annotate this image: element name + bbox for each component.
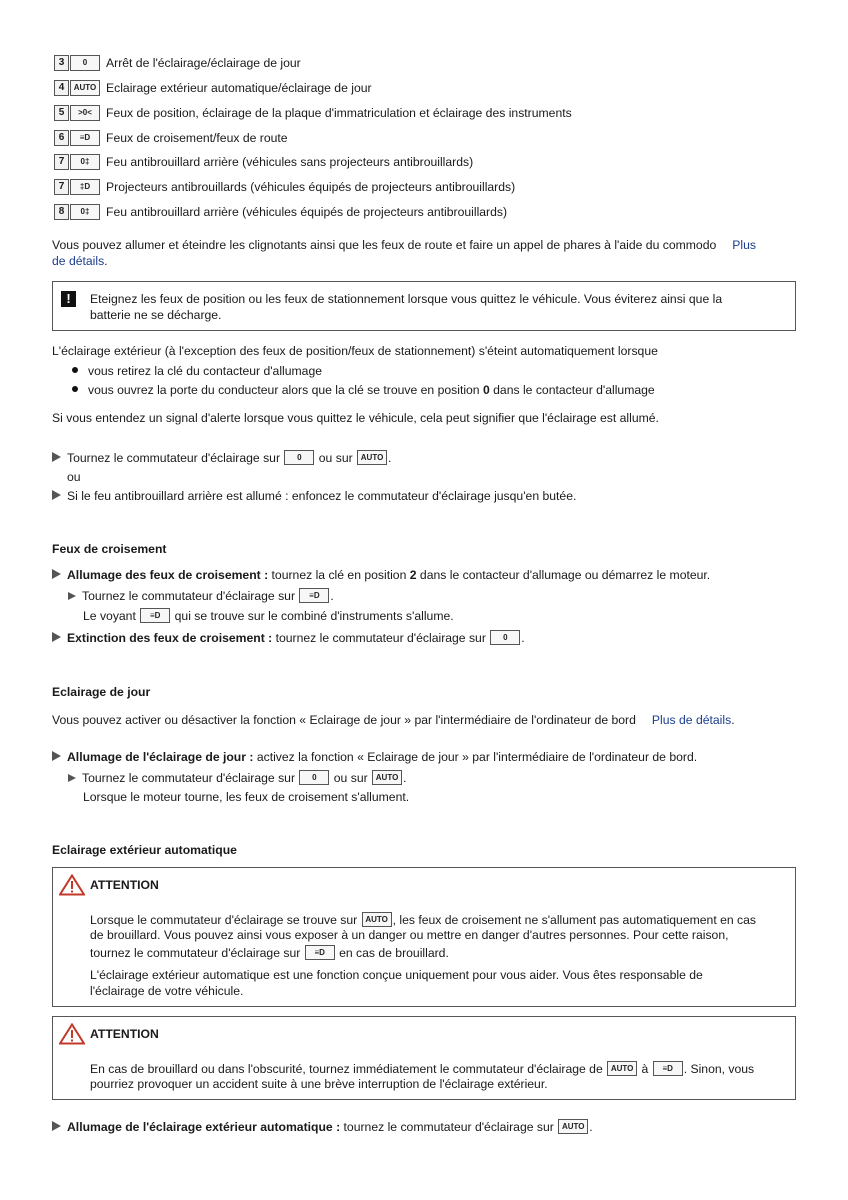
position-number: 0 bbox=[482, 383, 490, 397]
step-bold: Allumage de l'éclairage de jour : bbox=[67, 750, 254, 764]
arrow-bullet-icon bbox=[52, 751, 61, 761]
warning-title: ATTENTION bbox=[90, 878, 159, 892]
key-number: 3 bbox=[54, 55, 69, 71]
key-row bbox=[54, 179, 515, 195]
step-item bbox=[52, 489, 576, 503]
position-number: 2 bbox=[409, 568, 417, 582]
period: . bbox=[104, 254, 108, 268]
more-details-link[interactable]: Plus de détails bbox=[651, 713, 732, 727]
period: . bbox=[521, 631, 525, 645]
arrow-bullet-icon bbox=[52, 569, 61, 579]
arrow-bullet-icon bbox=[68, 774, 76, 782]
step-text: tournez la clé en position bbox=[268, 568, 410, 582]
warning-text-end: en cas de brouillard. bbox=[335, 946, 449, 960]
jour-intro bbox=[52, 713, 735, 727]
step-text: Tournez le commutateur d'éclairage sur bbox=[67, 451, 284, 465]
warning-line bbox=[90, 945, 449, 960]
step-text-mid: ou sur bbox=[315, 451, 357, 465]
step-item bbox=[52, 568, 710, 582]
warning-text-mid: à bbox=[638, 1062, 652, 1076]
key-label: Projecteurs antibrouillards (véhicules équipés de projecteurs antibrouillards) bbox=[106, 180, 516, 194]
more-details-link[interactable]: Plus bbox=[732, 238, 756, 252]
exclamation-icon: ! bbox=[61, 291, 76, 307]
step-text: Le voyant bbox=[83, 609, 140, 623]
warning-line bbox=[90, 912, 756, 927]
key-number: 8 bbox=[54, 204, 69, 220]
bullet-item bbox=[72, 364, 322, 378]
step-text: tournez le commutateur d'éclairage sur bbox=[340, 1120, 558, 1134]
bullet-text: vous ouvrez la porte du conducteur alors que la clé se trouve en position bbox=[88, 383, 483, 397]
step-item bbox=[52, 630, 525, 645]
arrow-bullet-icon bbox=[52, 490, 61, 500]
key-label: Feu antibrouillard arrière (véhicules sans projecteurs antibrouillards) bbox=[106, 155, 474, 169]
warning-line bbox=[90, 1061, 754, 1076]
key-label: Feux de position, éclairage de la plaque d'immatriculation et éclairage des instruments bbox=[106, 106, 572, 120]
warning-box bbox=[52, 1016, 796, 1100]
key-row bbox=[54, 80, 372, 96]
arrow-bullet-icon bbox=[52, 1121, 61, 1131]
low-beam-indicator-icon: ≡D bbox=[140, 608, 170, 623]
key-row bbox=[54, 154, 473, 170]
warning-line: l'éclairage de votre véhicule. bbox=[90, 984, 244, 998]
arrow-bullet-icon bbox=[52, 452, 61, 462]
warning-title: ATTENTION bbox=[90, 1027, 159, 1041]
sub-step-text: Lorsque le moteur tourne, les feux de croisement s'allument. bbox=[83, 790, 410, 804]
alert-sentence: Si vous entendez un signal d'alerte lorsque vous quittez le véhicule, cela peut signifier que l'éclairage est allumé. bbox=[52, 411, 659, 425]
key-number: 7 bbox=[54, 154, 69, 170]
sub-step-item bbox=[68, 770, 406, 785]
warning-line: L'éclairage extérieur automatique est une fonction conçue uniquement pour vous aider. Vous êtes responsable de bbox=[90, 968, 703, 982]
low-beam-icon: ≡D bbox=[653, 1061, 683, 1076]
bullet-text: vous retirez la clé du contacteur d'allumage bbox=[88, 364, 323, 378]
auto-switch-icon: AUTO bbox=[362, 912, 392, 927]
rear-fog-icon: 0‡ bbox=[70, 154, 100, 170]
step-text: Tournez le commutateur d'éclairage sur bbox=[82, 771, 299, 785]
section-heading: Eclairage de jour bbox=[52, 685, 151, 699]
period: . bbox=[388, 451, 392, 465]
key-number: 5 bbox=[54, 105, 69, 121]
or-text: ou bbox=[67, 470, 81, 484]
intro-text bbox=[52, 238, 756, 252]
bullet-text-end: dans le contacteur d'allumage bbox=[489, 383, 655, 397]
parking-light-icon: >0< bbox=[70, 105, 100, 121]
key-number: 6 bbox=[54, 130, 69, 146]
auto-switch-icon: AUTO bbox=[70, 80, 100, 96]
step-bold: Allumage des feux de croisement : bbox=[67, 568, 269, 582]
note-box bbox=[52, 281, 796, 331]
auto-switch-icon: AUTO bbox=[558, 1119, 588, 1134]
key-number: 7 bbox=[54, 179, 69, 195]
step-text-mid: ou sur bbox=[330, 771, 372, 785]
warning-text-end: , les feux de croisement ne s'allument pas automatiquement en cas bbox=[392, 913, 757, 927]
warning-box bbox=[52, 867, 796, 1007]
key-row bbox=[54, 130, 288, 146]
key-label: Arrêt de l'éclairage/éclairage de jour bbox=[106, 56, 301, 70]
warning-text: tournez le commutateur d'éclairage sur bbox=[90, 946, 304, 960]
bullet-item bbox=[72, 383, 655, 397]
arrow-bullet-icon bbox=[68, 592, 76, 600]
auto-switch-icon: AUTO bbox=[372, 770, 402, 785]
step-text: activez la fonction « Eclairage de jour » par l'intermédiaire de l'ordinateur de bord. bbox=[253, 750, 698, 764]
low-beam-icon: ≡D bbox=[299, 588, 329, 603]
key-row bbox=[54, 55, 301, 71]
more-details-link-cont[interactable]: de détails bbox=[52, 254, 105, 268]
key-label: Feux de croisement/feux de route bbox=[106, 131, 288, 145]
intro-sentence: Vous pouvez activer ou désactiver la fonction « Eclairage de jour » par l'intermédiaire de l'ordinateur de bord bbox=[52, 713, 636, 727]
note-line-2: batterie ne se décharge. bbox=[90, 308, 222, 322]
warning-text: En cas de brouillard ou dans l'obscurité, tournez immédiatement le commutateur d'éclairage de bbox=[90, 1062, 607, 1076]
intro-text-line2 bbox=[52, 254, 108, 268]
sub-step-item bbox=[68, 588, 334, 603]
period: . bbox=[731, 713, 735, 727]
warning-line: de brouillard. Vous pouvez ainsi vous exposer à un danger ou mettre en danger d'autres personnes. Pour cette raison, bbox=[90, 928, 729, 942]
section-heading: Eclairage extérieur automatique bbox=[52, 843, 237, 857]
key-row bbox=[54, 105, 572, 121]
bullet-dot bbox=[72, 367, 78, 373]
step-text: tournez le commutateur d'éclairage sur bbox=[272, 631, 490, 645]
auto-switch-icon: AUTO bbox=[607, 1061, 637, 1076]
low-beam-icon: ≡D bbox=[305, 945, 335, 960]
step-text-end: dans le contacteur d'allumage ou démarrez le moteur. bbox=[416, 568, 711, 582]
auto-off-lead: L'éclairage extérieur (à l'exception des feux de position/feux de stationnement) s'éteint automatiquement lorsque bbox=[52, 344, 658, 358]
section-heading: Feux de croisement bbox=[52, 542, 167, 556]
warning-line: pourriez provoquer un accident suite à une brève interruption de l'éclairage extérieur. bbox=[90, 1077, 548, 1091]
period: . bbox=[589, 1120, 593, 1134]
rear-fog-icon: 0‡ bbox=[70, 204, 100, 220]
low-beam-icon: ≡D bbox=[70, 130, 100, 146]
step-item bbox=[52, 750, 697, 764]
note-line-1: Eteignez les feux de position ou les feux de stationnement lorsque vous quittez le véhicule. Vous éviterez ainsi que la bbox=[90, 292, 723, 306]
period: . bbox=[403, 771, 407, 785]
step-item bbox=[52, 450, 391, 465]
switch-0-icon: 0 bbox=[284, 450, 314, 465]
key-number: 4 bbox=[54, 80, 69, 96]
bullet-dot bbox=[72, 386, 78, 392]
switch-0-icon: 0 bbox=[299, 770, 329, 785]
warning-text: Lorsque le commutateur d'éclairage se trouve sur bbox=[90, 913, 361, 927]
warning-triangle-icon bbox=[59, 874, 85, 896]
key-row bbox=[54, 204, 507, 220]
warning-text-end: . Sinon, vous bbox=[683, 1062, 755, 1076]
step-bold: Extinction des feux de croisement : bbox=[67, 631, 273, 645]
key-label: Feu antibrouillard arrière (véhicules équipés de projecteurs antibrouillards) bbox=[106, 205, 508, 219]
step-text: Tournez le commutateur d'éclairage sur bbox=[82, 589, 299, 603]
period: . bbox=[330, 589, 334, 603]
warning-triangle-icon bbox=[59, 1023, 85, 1045]
front-fog-icon: ‡D bbox=[70, 179, 100, 195]
step-bold: Allumage de l'éclairage extérieur automatique : bbox=[67, 1120, 341, 1134]
auto-switch-icon: AUTO bbox=[357, 450, 387, 465]
sub-step-text bbox=[83, 608, 454, 623]
switch-0-icon: 0 bbox=[490, 630, 520, 645]
switch-position-icon: 0 bbox=[70, 55, 100, 71]
arrow-bullet-icon bbox=[52, 632, 61, 642]
key-label: Eclairage extérieur automatique/éclairage de jour bbox=[106, 81, 372, 95]
step-text-end: qui se trouve sur le combiné d'instruments s'allume. bbox=[171, 609, 454, 623]
step-item bbox=[52, 1119, 593, 1134]
intro-sentence: Vous pouvez allumer et éteindre les clignotants ainsi que les feux de route et faire un appel de phares à l'aide du commodo bbox=[52, 238, 717, 252]
step-text: Si le feu antibrouillard arrière est allumé : enfoncez le commutateur d'éclairage jusqu'en butée. bbox=[67, 489, 577, 503]
